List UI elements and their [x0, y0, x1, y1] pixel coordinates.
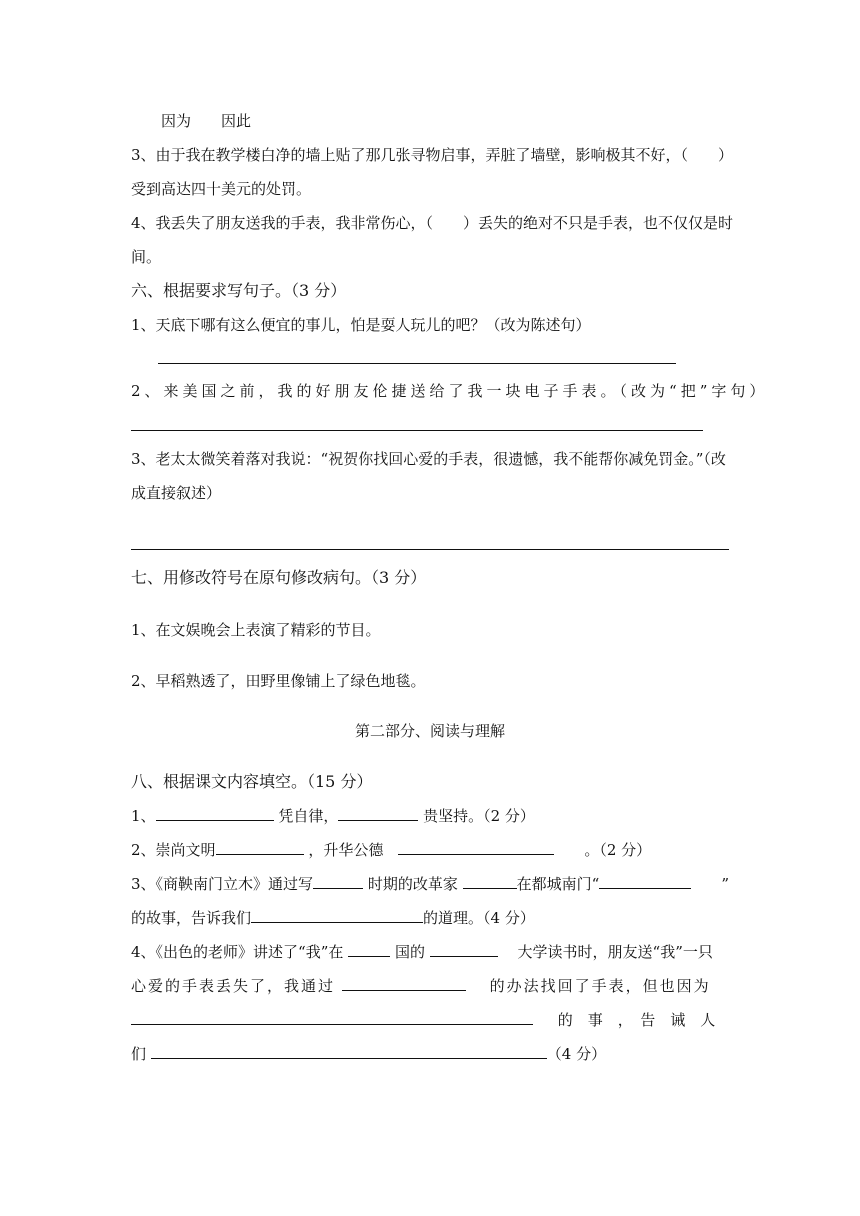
answer-line-6-2[interactable]	[131, 430, 703, 431]
question-8-4-cont	[131, 976, 711, 996]
question-7-2: 2、早稻熟透了，田野里像铺上了绿色地毯。	[131, 672, 426, 690]
question-8-2-text-a: 2、崇尚文明	[131, 841, 216, 859]
word-options: 因为 因此	[161, 112, 252, 130]
answer-line-6-1[interactable]	[158, 363, 676, 364]
question-8-2-text-c: 。（2 分）	[584, 841, 652, 859]
question-8-4-text-b: 国的	[394, 943, 425, 961]
question-8-4-cont-text-b: 的办法找回了手表，但也因为	[489, 977, 711, 995]
question-8-1	[131, 806, 535, 826]
blank-8-1-a[interactable]	[156, 806, 274, 821]
blank-8-4-e[interactable]	[151, 1044, 547, 1059]
question-8-1-num: 1、	[131, 807, 156, 825]
blank-8-2-a[interactable]	[216, 840, 304, 855]
question-7-1: 1、在文娱晚会上表演了精彩的节目。	[131, 621, 381, 639]
question-8-4-cont-2	[131, 1010, 715, 1030]
question-5-4: 4、我丢失了朋友送我的手表，我非常伤心，（ ）丢失的绝对不只是手表，也不仅仅是时	[131, 214, 734, 232]
question-8-4-text-a: 4、《出色的老师》讲述了“我”在	[131, 943, 344, 961]
question-6-2: 2、来美国之前，我的好朋友伦捷送给了我一块电子手表。（改为“把”字句）	[131, 382, 769, 400]
question-8-4-cont-3	[131, 1044, 606, 1064]
blank-8-3-d[interactable]	[251, 908, 423, 923]
blank-8-3-a[interactable]	[313, 874, 363, 889]
blank-8-3-b[interactable]	[463, 874, 517, 889]
blank-8-4-b[interactable]	[430, 942, 498, 957]
question-8-3-text-d: ”	[721, 875, 729, 893]
answer-line-6-3[interactable]	[131, 549, 729, 550]
section-6-heading: 六、根据要求写句子。（3 分）	[131, 281, 347, 300]
question-8-4-cont-text-a: 心爱的手表丢失了，我通过	[131, 977, 336, 995]
question-8-4-cont-2-text: 的 事 ， 告 诫 人	[557, 1011, 716, 1029]
question-8-3-text-b: 时期的改革家	[367, 875, 458, 893]
question-8-3-cont	[131, 908, 535, 928]
question-8-1-text-b: 贵坚持。（2 分）	[423, 807, 535, 825]
question-8-3-text-c: 在都城南门“	[516, 875, 600, 893]
question-8-3-cont-text-a: 的故事，告诉我们	[131, 909, 252, 927]
question-5-3-cont: 受到高达四十美元的处罚。	[131, 180, 312, 198]
question-8-1-text-a: 凭自律，	[278, 807, 339, 825]
question-8-3-text-a: 3、《商鞅南门立木》通过写	[131, 875, 314, 893]
section-7-heading: 七、用修改符号在原句修改病句。（3 分）	[131, 568, 427, 587]
blank-8-4-d[interactable]	[131, 1010, 533, 1025]
section-8-heading: 八、根据课文内容填空。（15 分）	[131, 772, 373, 791]
blank-8-4-c[interactable]	[342, 976, 466, 991]
question-8-3-cont-text-b: 的道理。（4 分）	[423, 909, 535, 927]
question-6-3: 3、老太太微笑着落对我说：“祝贺你找回心爱的手表，很遗憾，我不能帮你减免罚金。”（改	[131, 450, 726, 468]
blank-8-4-a[interactable]	[348, 942, 390, 957]
question-8-3	[131, 874, 729, 894]
blank-8-1-b[interactable]	[338, 806, 418, 821]
question-8-4-text-c: 大学读书时，朋友送“我”一只	[517, 943, 713, 961]
question-8-4-cont-3-text-a: 们	[131, 1045, 147, 1063]
blank-8-3-c[interactable]	[599, 874, 691, 889]
question-5-4-cont: 间。	[131, 248, 162, 266]
question-8-2	[131, 840, 651, 860]
blank-8-2-b[interactable]	[398, 840, 554, 855]
question-8-4-cont-3-text-b: （4 分）	[546, 1045, 607, 1063]
question-6-1: 1、天底下哪有这么便宜的事儿，怕是耍人玩儿的吧？（改为陈述句）	[131, 316, 591, 334]
question-8-2-text-b: ，升华公德	[308, 841, 384, 859]
question-8-4	[131, 942, 713, 962]
question-6-3-cont: 成直接叙述）	[131, 484, 222, 502]
question-5-3: 3、由于我在教学楼白净的墙上贴了那几张寻物启事，弄脏了墙壁，影响极其不好，（ ）	[131, 146, 734, 164]
part-2-title: 第二部分、阅读与理解	[354, 722, 505, 740]
